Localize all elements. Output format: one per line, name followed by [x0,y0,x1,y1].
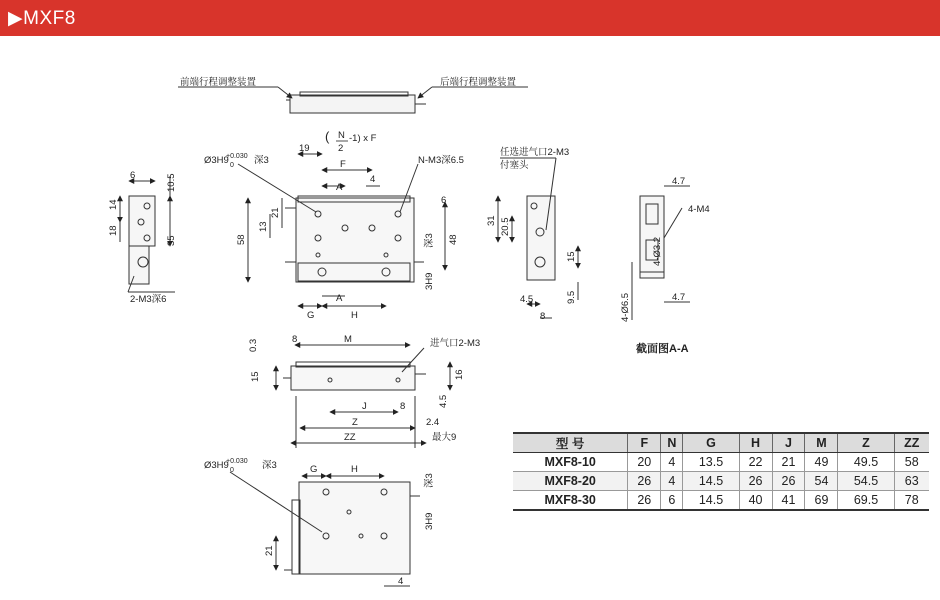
table-cell: 26 [628,472,661,491]
table-cell: 20 [628,453,661,472]
formula-rest: -1) x F [349,133,377,144]
header-bar [0,0,940,36]
table-row [513,491,929,511]
svg-text:深3: 深3 [262,460,277,471]
svg-text:16: 16 [454,369,465,380]
bottom-view [230,472,420,586]
col-header: Z [838,433,894,453]
side-elevation [276,345,450,448]
svg-text:9.5: 9.5 [566,290,577,304]
svg-text:H: H [351,464,358,475]
table-cell: 69.5 [838,491,894,511]
svg-text:15: 15 [250,371,261,382]
left-side-view [120,173,177,292]
col-header: M [805,433,838,453]
table-cell: 4 [661,472,683,491]
svg-text:深3: 深3 [424,473,435,488]
svg-text:21: 21 [270,207,281,218]
m3-depth-note: N-M3深6.5 [418,155,464,166]
svg-text:4.5: 4.5 [438,394,449,408]
table-cell: 21 [772,453,805,472]
svg-text:8: 8 [292,334,298,345]
formula-2: 2 [338,143,344,154]
svg-text:6: 6 [130,170,136,181]
dim-A-top: A [336,182,343,193]
svg-text:2.4: 2.4 [426,417,440,428]
table-cell: 49 [805,453,838,472]
svg-text:4-Ø3.2: 4-Ø3.2 [652,236,663,266]
svg-text:4.7: 4.7 [672,176,686,187]
dim-M: M [344,334,352,345]
svg-text:3H9: 3H9 [424,272,435,290]
col-header: G [683,433,739,453]
svg-text:10.5: 10.5 [166,173,177,192]
svg-text:G: G [310,464,318,475]
model-cell: MXF8-30 [513,491,628,511]
col-header: F [628,433,661,453]
svg-text:0: 0 [230,467,234,474]
dim-H: H [351,310,358,321]
svg-text:14: 14 [108,199,119,210]
col-header: ZZ [894,433,929,453]
table-cell: 26 [739,472,772,491]
svg-text:4.7: 4.7 [672,292,686,303]
svg-text:0.3: 0.3 [248,338,259,352]
section-title: 截面图A-A [636,343,689,355]
col-header: 型 号 [513,433,628,453]
table-row [513,472,929,491]
dim-J: J [362,401,367,412]
dim-Z: Z [352,417,358,428]
svg-text:8: 8 [400,401,406,412]
table-cell: 4 [661,453,683,472]
technical-drawing [0,36,940,600]
table-cell: 63 [894,472,929,491]
bore-note: Ø3H9 [204,155,229,166]
table-cell: 54.5 [838,472,894,491]
col-header: H [739,433,772,453]
inlet-port-label: 进气口2-M3 [430,338,481,349]
table-cell: 26 [628,491,661,511]
table-header-row [513,433,929,453]
table-cell: 6 [661,491,683,511]
svg-text:15: 15 [566,251,577,262]
svg-text:48: 48 [448,234,459,245]
dim-F: F [340,159,346,170]
dim-4-top: 4 [370,174,376,185]
svg-text:4: 4 [398,576,404,587]
svg-text:6: 6 [441,195,447,206]
model-cell: MXF8-10 [513,453,628,472]
top-view-adjusters [178,87,528,113]
svg-text:3H9: 3H9 [424,512,435,530]
optional-port-label: 任选进气口2-M3 [500,147,570,158]
svg-text:最大9: 最大9 [432,432,457,443]
dim-ZZ: ZZ [344,432,356,443]
table-row [513,453,929,472]
table-cell: 58 [894,453,929,472]
svg-text:+0.030: +0.030 [226,458,248,465]
front-adjust-label: 前端行程调整装置 [180,77,257,88]
model-cell: MXF8-20 [513,472,628,491]
main-plan-view [238,154,445,306]
svg-text:18: 18 [108,225,119,236]
table-cell: 54 [805,472,838,491]
svg-text:0: 0 [230,162,234,169]
svg-text:31: 31 [486,215,497,226]
svg-text:Ø3H9: Ø3H9 [204,460,229,471]
table-cell: 22 [739,453,772,472]
formula-n: N [338,130,345,141]
svg-text:35: 35 [166,235,177,246]
m4-note: 4-M4 [688,204,710,215]
page-title: ▶MXF8 [8,8,76,29]
table-cell: 41 [772,491,805,511]
svg-text:4-Ø6.5: 4-Ø6.5 [620,292,631,322]
svg-text:A: A [336,293,343,304]
svg-text:8: 8 [540,311,546,322]
table-cell: 14.5 [683,472,739,491]
svg-text:深3: 深3 [254,155,269,166]
rear-adjust-label: 后端行程调整装置 [440,77,517,88]
table-cell: 40 [739,491,772,511]
svg-text:4.5: 4.5 [520,294,534,305]
svg-text:+0.030: +0.030 [226,153,248,160]
table-cell: 49.5 [838,453,894,472]
table-cell: 26 [772,472,805,491]
spec-table [513,432,929,511]
dim-G: G [307,310,315,321]
svg-text:付塞头: 付塞头 [500,160,529,171]
svg-text:21: 21 [264,545,275,556]
svg-text:(: ( [325,129,330,144]
table-cell: 14.5 [683,491,739,511]
svg-text:13: 13 [258,221,269,232]
col-header: N [661,433,683,453]
col-header: J [772,433,805,453]
table-cell: 13.5 [683,453,739,472]
svg-text:20.5: 20.5 [500,217,511,236]
svg-text:深3: 深3 [424,233,435,248]
table-cell: 69 [805,491,838,511]
m3-side-note: 2-M3深6 [130,294,167,305]
svg-text:58: 58 [236,234,247,245]
dim-19: 19 [299,143,310,154]
table-cell: 78 [894,491,929,511]
